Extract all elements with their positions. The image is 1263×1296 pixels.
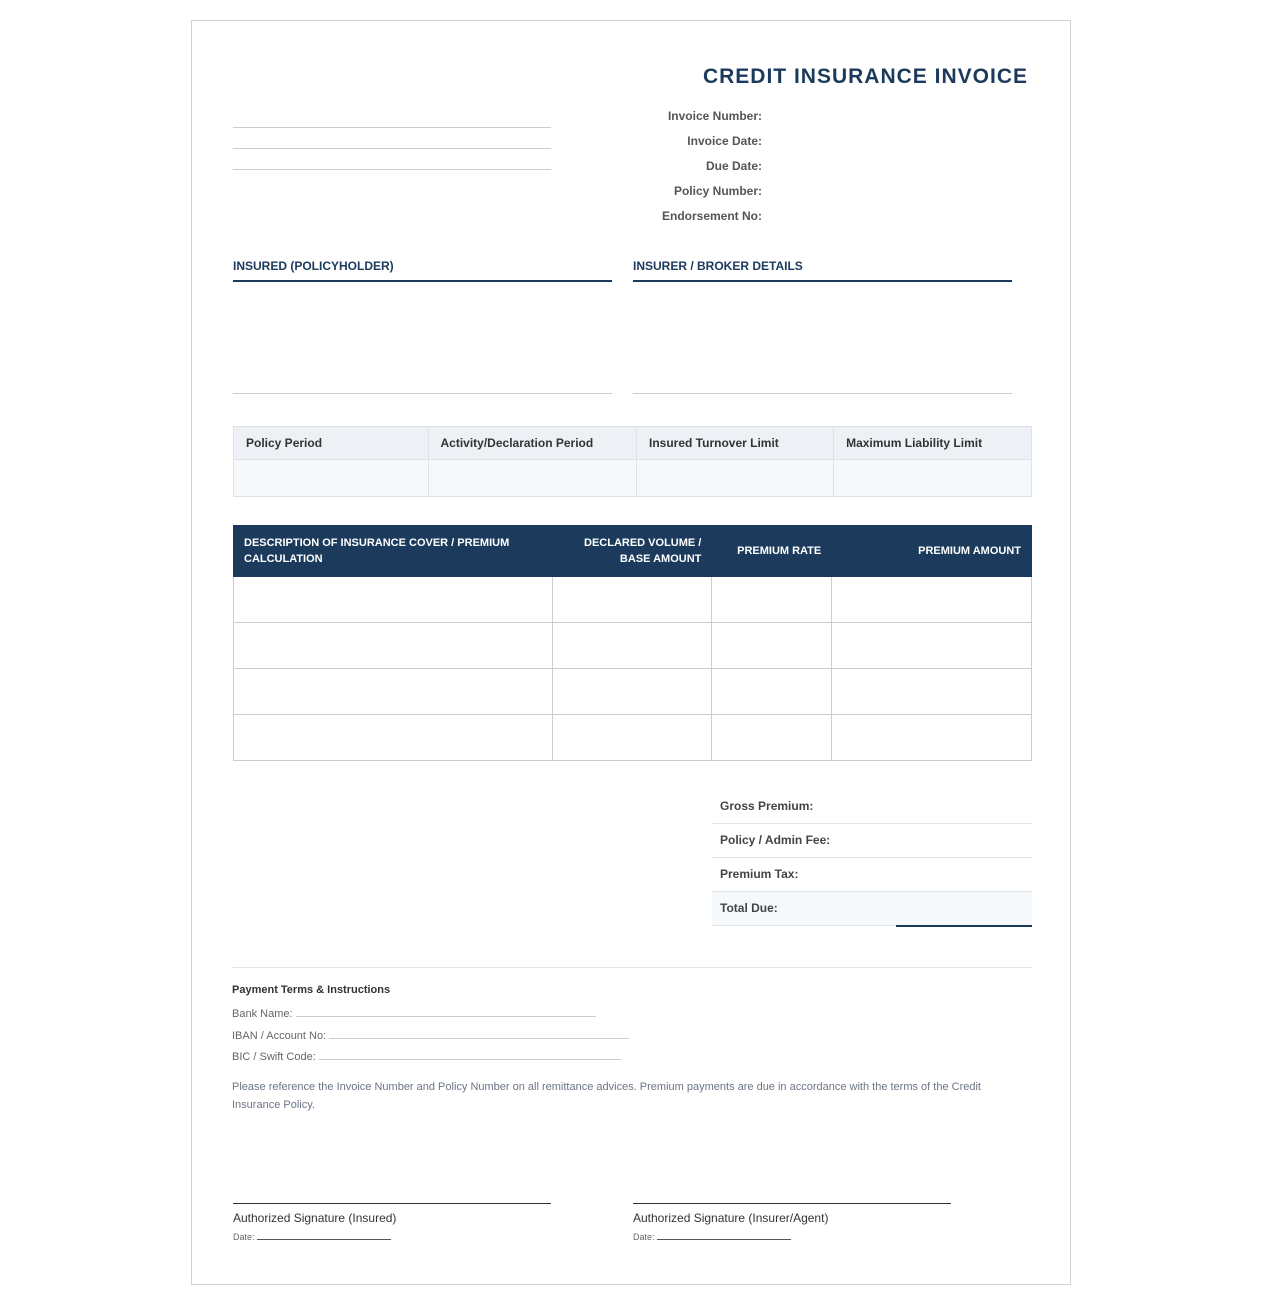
premium-tax-label: Premium Tax: xyxy=(720,867,799,881)
table-row xyxy=(234,715,1032,761)
volume-cell[interactable] xyxy=(552,577,712,623)
company-address-line-1 xyxy=(233,127,551,128)
gross-premium-label: Gross Premium: xyxy=(720,799,814,813)
policy-period-cell[interactable] xyxy=(234,460,429,497)
rate-cell[interactable] xyxy=(712,669,832,715)
insured-signature-block xyxy=(233,1203,551,1242)
invoice-number-label: Invoice Number: xyxy=(667,109,762,123)
date-fill-line xyxy=(657,1236,791,1240)
insured-date-field[interactable] xyxy=(233,1232,551,1242)
rate-cell[interactable] xyxy=(712,577,832,623)
bic-label: BIC / Swift Code: xyxy=(232,1051,316,1063)
payment-terms-heading: Payment Terms & Instructions xyxy=(232,984,391,996)
due-date-label: Due Date: xyxy=(705,159,762,173)
premium-items-table xyxy=(233,525,1032,761)
section-divider xyxy=(232,967,1032,968)
invoice-date-label: Invoice Date: xyxy=(687,134,762,148)
admin-fee-row xyxy=(712,824,1032,858)
insured-section-footer-line xyxy=(233,393,612,394)
table-row xyxy=(234,460,1032,497)
insurer-signature-label: Authorized Signature (Insurer/Agent) xyxy=(633,1211,829,1225)
total-due-row xyxy=(712,892,1032,926)
premium-amount-header: PREMIUM AMOUNT xyxy=(832,526,1032,577)
insured-section-heading: INSURED (POLICYHOLDER) xyxy=(233,259,612,282)
bank-name-label: Bank Name: xyxy=(232,1008,293,1020)
liability-limit-header: Maximum Liability Limit xyxy=(834,427,1032,460)
description-header: DESCRIPTION OF INSURANCE COVER / PREMIUM CALCULATION xyxy=(234,526,553,577)
amount-cell[interactable] xyxy=(832,577,1032,623)
insured-signature-line[interactable] xyxy=(233,1203,551,1204)
iban-fill-line xyxy=(329,1034,629,1039)
rate-cell[interactable] xyxy=(712,715,832,761)
turnover-limit-cell[interactable] xyxy=(637,460,834,497)
amount-cell[interactable] xyxy=(832,715,1032,761)
premium-tax-row xyxy=(712,858,1032,892)
company-address-line-3 xyxy=(233,169,551,170)
insured-signature-label: Authorized Signature (Insured) xyxy=(233,1211,397,1225)
date-label: Date: xyxy=(633,1232,655,1242)
policy-period-table xyxy=(233,426,1032,497)
insurer-date-field[interactable] xyxy=(633,1232,951,1242)
policy-period-header: Policy Period xyxy=(234,427,429,460)
insurer-signature-block xyxy=(633,1203,951,1242)
volume-cell[interactable] xyxy=(552,623,712,669)
description-cell[interactable] xyxy=(234,577,553,623)
description-cell[interactable] xyxy=(234,669,553,715)
policy-number-label: Policy Number: xyxy=(673,184,762,198)
turnover-limit-header: Insured Turnover Limit xyxy=(637,427,834,460)
volume-cell[interactable] xyxy=(552,715,712,761)
total-due-underline xyxy=(896,925,1032,927)
endorsement-no-label: Endorsement No: xyxy=(661,209,762,223)
remittance-note: Please reference the Invoice Number and Policy Number on all remittance advices. Premium payments are due in accordance with the terms of the Credit Insurance Policy. xyxy=(232,1081,981,1111)
declaration-period-cell[interactable] xyxy=(428,460,637,497)
amount-cell[interactable] xyxy=(832,669,1032,715)
insurer-section-footer-line xyxy=(633,393,1012,394)
bic-field[interactable] xyxy=(232,1051,621,1063)
rate-cell[interactable] xyxy=(712,623,832,669)
declared-volume-header: DECLARED VOLUME / BASE AMOUNT xyxy=(552,526,712,577)
table-row xyxy=(234,669,1032,715)
totals-block xyxy=(712,790,1032,926)
admin-fee-label: Policy / Admin Fee: xyxy=(720,833,831,847)
table-row xyxy=(234,577,1032,623)
total-due-label: Total Due: xyxy=(720,901,778,915)
insurer-section-heading: INSURER / BROKER DETAILS xyxy=(633,259,1012,282)
amount-cell[interactable] xyxy=(832,623,1032,669)
date-fill-line xyxy=(257,1236,391,1240)
description-cell[interactable] xyxy=(234,623,553,669)
invoice-title: CREDIT INSURANCE INVOICE xyxy=(702,65,1028,88)
bic-fill-line xyxy=(319,1055,621,1060)
date-label: Date: xyxy=(233,1232,255,1242)
bank-name-fill-line xyxy=(296,1012,596,1017)
company-address-line-2 xyxy=(233,148,551,149)
premium-rate-header: PREMIUM RATE xyxy=(712,526,832,577)
description-cell[interactable] xyxy=(234,715,553,761)
iban-field[interactable] xyxy=(232,1030,629,1042)
volume-cell[interactable] xyxy=(552,669,712,715)
liability-limit-cell[interactable] xyxy=(834,460,1032,497)
table-row xyxy=(234,623,1032,669)
invoice-meta xyxy=(612,109,762,234)
declaration-period-header: Activity/Declaration Period xyxy=(428,427,637,460)
invoice-page xyxy=(191,20,1071,1285)
iban-label: IBAN / Account No: xyxy=(232,1030,327,1042)
bank-name-field[interactable] xyxy=(232,1008,596,1020)
gross-premium-row xyxy=(712,790,1032,824)
insurer-signature-line[interactable] xyxy=(633,1203,951,1204)
